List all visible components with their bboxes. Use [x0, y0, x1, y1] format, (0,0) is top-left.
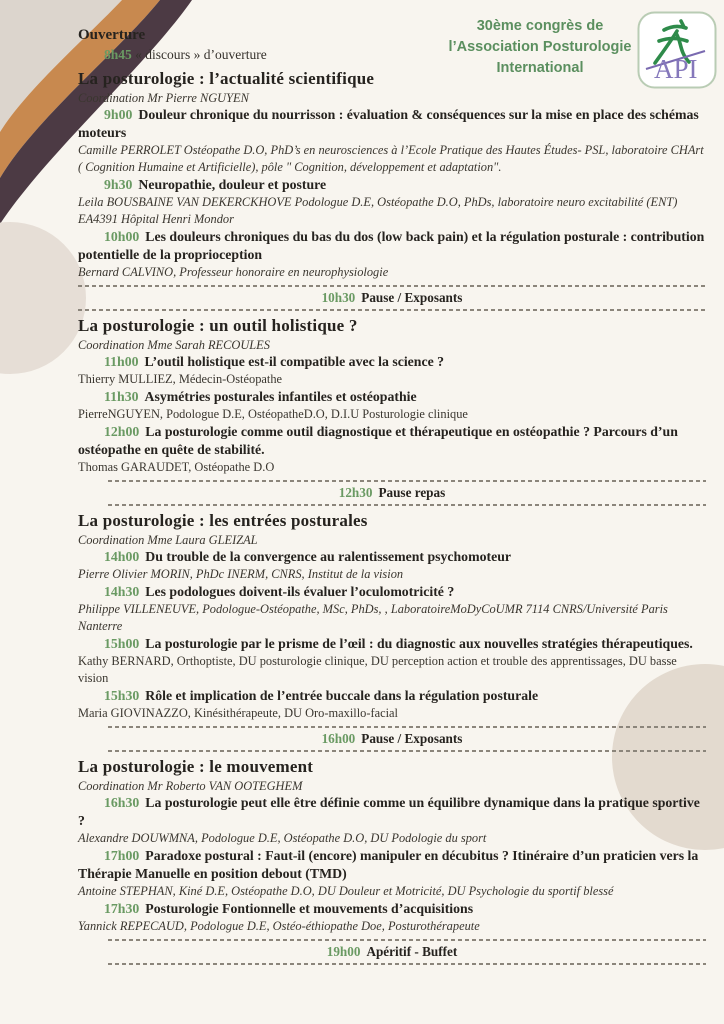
pause-block — [78, 480, 706, 506]
talk-title: La posturologie comme outil diagnostique et thérapeutique en ostéopathie ? Parcours d’un ostéopathe en quête de stabilité. — [78, 424, 678, 457]
pause-row — [78, 728, 706, 750]
talk-line — [78, 900, 706, 918]
talk-title: Paradoxe postural : Faut-il (encore) manipuler en décubitus ? Itinéraire d’un praticien vers la Thérapie Manuelle en position debout (TMD) — [78, 848, 699, 881]
congress-title-line1: 30ème congrès de — [476, 18, 604, 34]
schedule — [78, 26, 706, 968]
talk-title: L’outil holistique est-il compatible avec la science ? — [144, 354, 445, 369]
talk-time: 17h00 — [104, 848, 140, 863]
talk-line — [78, 228, 706, 264]
talk-title: La posturologie par le prisme de l’œil : du diagnostic aux nouvelles stratégies thérapeutiques. — [145, 636, 693, 651]
speaker-line: Leila BOUSBAINE VAN DEKERCKHOVE Podologue D.E, Ostéopathe D.O, PhDs, laboratoire neuro excitabilité (ENT) EA4391 Hôpital Henri Mondor — [78, 195, 678, 226]
speaker-line: Thomas GARAUDET, Ostéopathe D.O — [78, 460, 275, 474]
pause-time: 12h30 — [338, 485, 373, 500]
speaker-line: Yannick REPECAUD, Podologue D.E, Ostéo-éthiopathe Doe, Posturothérapeute — [78, 919, 480, 933]
pause-row — [78, 482, 706, 504]
speaker-line: Maria GIOVINAZZO, Kinésithérapeute, DU Oro-maxillo-facial — [78, 706, 398, 720]
talk-time: 8h45 — [104, 47, 132, 62]
talk-time: 16h30 — [104, 795, 140, 810]
speaker-line: Philippe VILLENEUVE, Podologue-Ostéopathe, MSc, PhDs, , LaboratoireMoDyCoUMR 7114 CNRS/Université Paris Nanterre — [78, 602, 668, 633]
api-logo-icon — [637, 11, 717, 89]
talk-title: Les podologues doivent-ils évaluer l’oculomotricité ? — [145, 584, 455, 599]
section-title: La posturologie : le mouvement — [78, 757, 314, 776]
pause-time: 16h00 — [321, 731, 356, 746]
talk-title: Posturologie Fontionnelle et mouvements d’acquisitions — [145, 901, 474, 916]
speaker-line: Camille PERROLET Ostéopathe D.O, PhD’s en neurosciences à l’Ecole Pratique des Hautes Études- PSL, laboratoire CHArt ( Cognition Humaine et Artificielle), pôle " Cognition, développement et adaptation". — [78, 143, 704, 174]
talk-line — [78, 176, 706, 194]
talk-title: Douleur chronique du nourrisson : évaluation & conséquences sur la mise en place des schémas moteurs — [78, 107, 699, 140]
talk-line — [78, 687, 706, 705]
talk-time: 15h30 — [104, 688, 140, 703]
api-logo — [637, 11, 717, 89]
pause-row — [78, 287, 706, 309]
talk-time: 14h30 — [104, 584, 140, 599]
talk-title: Rôle et implication de l’entrée buccale dans la régulation posturale — [145, 688, 539, 703]
talk-time: 9h00 — [104, 107, 133, 122]
section-title: La posturologie : un outil holistique ? — [78, 316, 358, 335]
opening-title: Ouverture — [78, 27, 146, 43]
speaker-line: Kathy BERNARD, Orthoptiste, DU posturologie clinique, DU perception action et trouble des apprentissages, DU basse vision — [78, 654, 677, 685]
talk-title: Du trouble de la convergence au ralentissement psychomoteur — [145, 549, 511, 564]
talk-time: 11h00 — [104, 354, 139, 369]
talk-line — [78, 635, 706, 653]
section-title: La posturologie : les entrées posturales — [78, 511, 368, 530]
talk-time: 15h00 — [104, 636, 140, 651]
congress-title-line3: International — [496, 60, 584, 76]
pause-label: Apéritif - Buffet — [366, 944, 458, 959]
dashed-separator — [108, 750, 706, 752]
left-circle-decoration — [0, 222, 86, 374]
dashed-separator — [108, 504, 706, 506]
speaker-line: Bernard CALVINO, Professeur honoraire en neurophysiologie — [78, 265, 389, 279]
talk-line — [78, 583, 706, 601]
talk-title: Asymétries posturales infantiles et ostéopathie — [144, 389, 417, 404]
pause-time: 19h00 — [326, 944, 361, 959]
speaker-line: Alexandre DOUWMNA, Podologue D.E, Ostéopathe D.O, DU Podologie du sport — [78, 831, 487, 845]
opening-text: « discours » d’ouverture — [135, 47, 267, 62]
talk-title: La posturologie peut elle être définie comme un équilibre dynamique dans la pratique sportive ? — [78, 795, 700, 828]
coordination-label: Coordination Mr Pierre NGUYEN — [78, 91, 249, 105]
talk-time: 14h00 — [104, 549, 140, 564]
talk-time: 10h00 — [104, 229, 140, 244]
talk-line — [78, 106, 706, 142]
pause-row — [78, 941, 706, 963]
pause-label: Pause / Exposants — [361, 290, 463, 305]
talk-line — [78, 353, 706, 371]
talk-line — [78, 847, 706, 883]
coordination-label: Coordination Mme Sarah RECOULES — [78, 338, 270, 352]
talk-time: 12h00 — [104, 424, 140, 439]
speaker-line: Thierry MULLIEZ, Médecin-Ostéopathe — [78, 372, 283, 386]
talk-line — [78, 388, 706, 406]
talk-time: 17h30 — [104, 901, 140, 916]
coordination-label: Coordination Mr Roberto VAN OOTEGHEM — [78, 779, 303, 793]
pause-label: Pause / Exposants — [361, 731, 463, 746]
coordination-label: Coordination Mme Laura GLEIZAL — [78, 533, 258, 547]
congress-title — [432, 16, 648, 79]
talk-line — [78, 794, 706, 830]
dashed-separator — [108, 963, 706, 965]
pause-block — [78, 726, 706, 752]
talk-title: Les douleurs chroniques du bas du dos (low back pain) et la régulation posturale : contribution potentielle de la proprioception — [78, 229, 705, 262]
congress-title-line2: l’Association Posturologie — [448, 39, 632, 55]
talk-line — [78, 548, 706, 566]
section-title: La posturologie : l’actualité scientifique — [78, 69, 375, 88]
talk-title: Neuropathie, douleur et posture — [138, 177, 327, 192]
dashed-separator — [78, 309, 706, 311]
pause-block — [78, 285, 706, 311]
pause-block — [78, 939, 706, 965]
talk-time: 9h30 — [104, 177, 133, 192]
api-logo-letters: API — [654, 54, 698, 84]
pause-label: Pause repas — [378, 485, 446, 500]
speaker-line: Pierre Olivier MORIN, PhDc INERM, CNRS, Institut de la vision — [78, 567, 404, 581]
speaker-line: Antoine STEPHAN, Kiné D.E, Ostéopathe D.O, DU Douleur et Motricité, DU Psychologie du sportif blessé — [78, 884, 614, 898]
talk-line — [78, 423, 706, 459]
speaker-line: PierreNGUYEN, Podologue D.E, OstéopatheD.O, D.I.U Posturologie clinique — [78, 407, 468, 421]
talk-time: 11h30 — [104, 389, 139, 404]
pause-time: 10h30 — [321, 290, 356, 305]
